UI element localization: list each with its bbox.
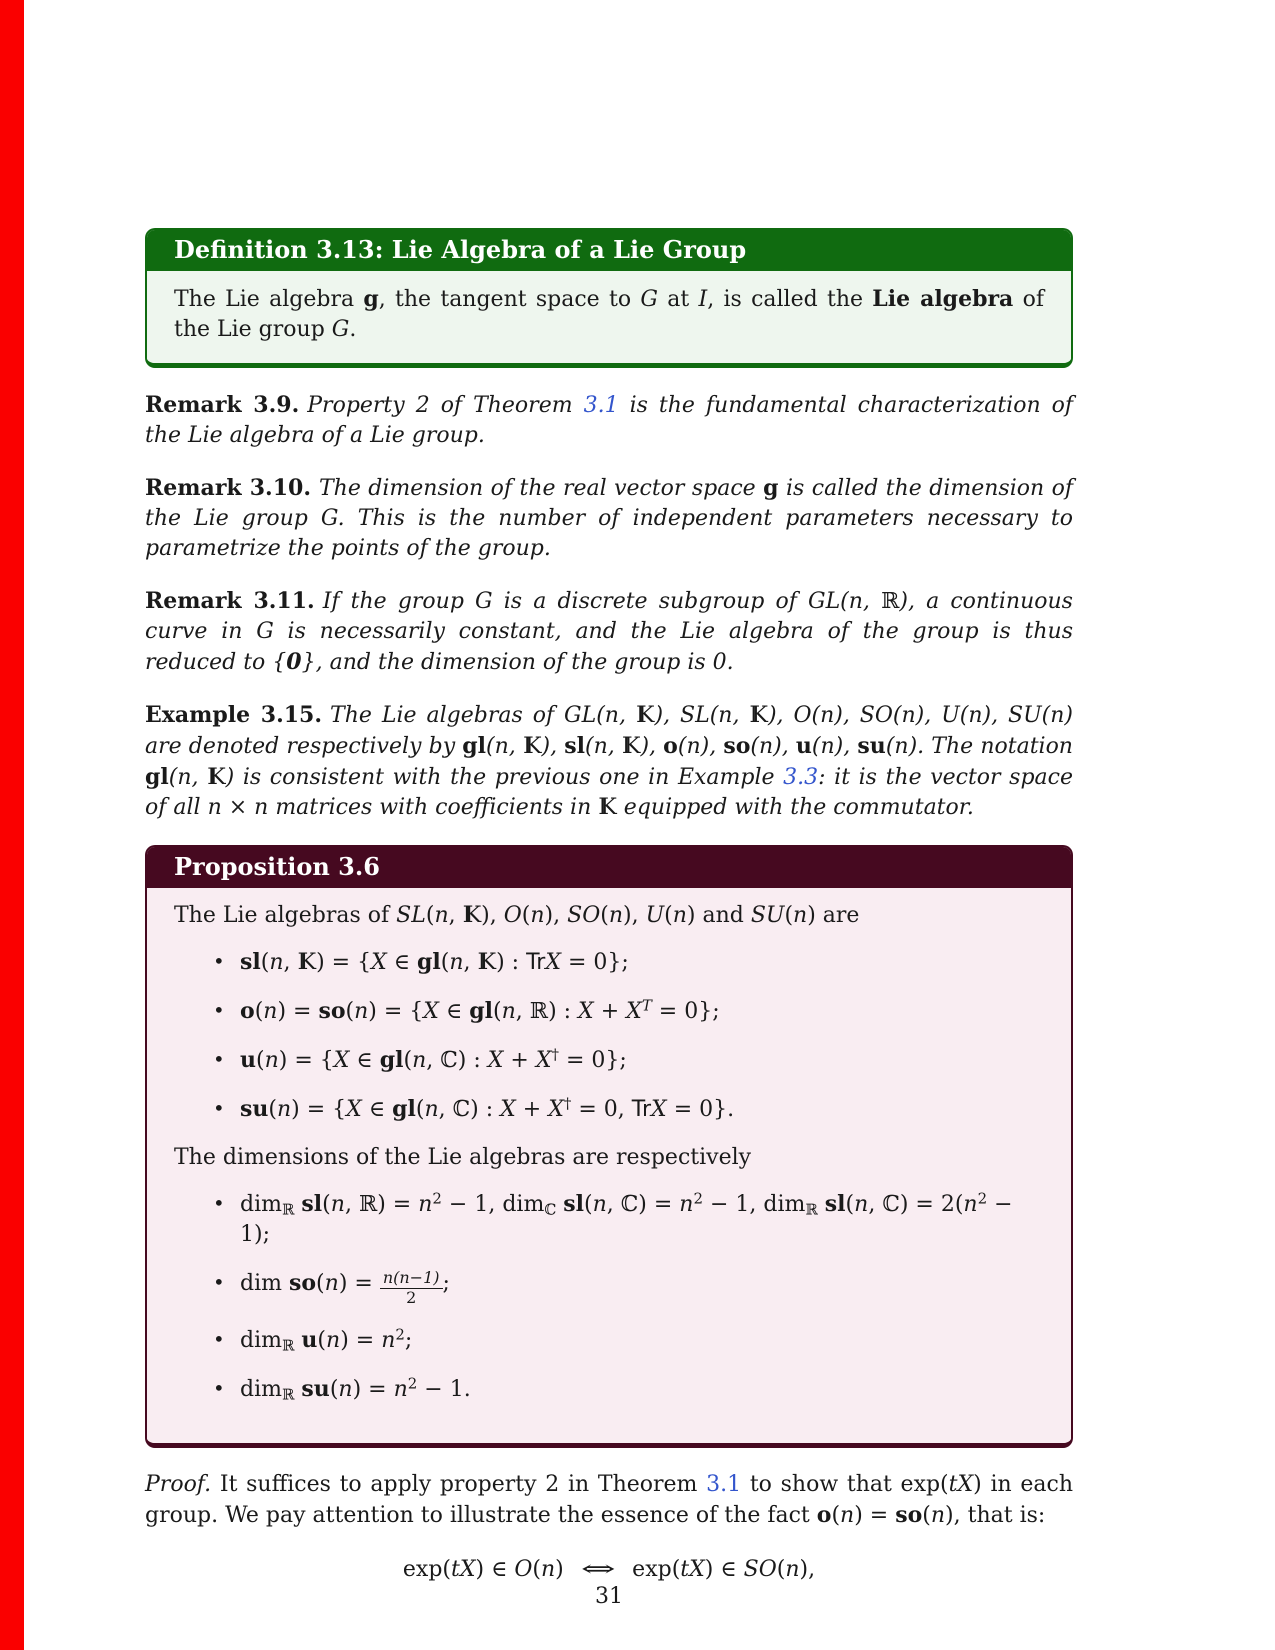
ref-link[interactable]: 3.1: [706, 1471, 742, 1497]
remark-3-11-text: If the group G is a discrete subgroup of GL(n, ℝ), a continuous curve in G is necessarily constant, and the Lie algebra of the group is thus reduced to {0}, and the dimension of the group is 0.: [145, 589, 1073, 675]
list-item: • dim$_ℝ$ sl(n, ℝ) = $n^2 - 1$, dim$_ℂ$ sl(n, ℂ) = $n^2 - 1$, dim$_ℝ$ sl(n, ℂ) = $2(n^2 - 1)$;: [240, 1189, 1044, 1250]
example-3-15-label: Example 3.15.: [145, 702, 323, 728]
list-item: • u(n) = {X ∈ gl(n, ℂ) : X + X† = 0};: [240, 1045, 1044, 1076]
remark-3-9: [145, 390, 1073, 451]
left-red-bar: [0, 0, 24, 1650]
ref-link[interactable]: 3.1: [583, 393, 619, 418]
page-content: [145, 0, 1073, 1585]
definition-box-body: The Lie algebra g, the tangent space to G at I, is called the Lie algebra of the Lie group G.: [147, 271, 1071, 363]
display-equation: exp(tX) ∈ O(n) ⇔ exp(tX) ∈ SO(n),: [402, 1556, 816, 1582]
dimensions-intro: The dimensions of the Lie algebras are respectively: [174, 1145, 752, 1170]
remark-3-9-label: Remark 3.9.: [145, 392, 300, 418]
remark-3-11-label: Remark 3.11.: [145, 588, 315, 614]
ref-link[interactable]: 3.3: [783, 765, 819, 790]
list-item: • dim$_ℝ$ $u(n) = n^2$;: [240, 1325, 1044, 1356]
remark-3-10: [145, 473, 1073, 564]
definition-box: [145, 228, 1073, 368]
proposition-box-title: Proposition 3.6: [147, 847, 1071, 888]
remark-3-10-label: Remark 3.10.: [145, 475, 311, 501]
example-3-15-text: The Lie algebras of GL(n, I K), SL(n, I K), O(n), SO(n), U(n), SU(n) are denoted respectively by gl(n, I K), sl(n, I K), o(n), so(n), u(n), su(n). The notation gl(n, I K) is consistent with the previous one in Example 3.3: it is the vector space of all n × n matrices with coefficients in I K equipped with the commutator.: [145, 703, 1073, 820]
algebra-list: [174, 947, 1044, 1125]
proposition-box-body: [147, 888, 1071, 1443]
fraction: $\frac{n(n-1)}{2}$: [380, 1269, 443, 1307]
proposition-box: [145, 845, 1073, 1448]
list-item: • o(n) = so(n) = {X ∈ gl(n, ℝ) : $X + X^T = 0$};: [240, 996, 1044, 1027]
page-number: 31: [595, 1584, 623, 1609]
proposition-intro: The Lie algebras of SL(n, I K), O(n), SO(n), U(n) and SU(n) are: [174, 901, 1044, 931]
list-item: • dim$_ℝ$ $su(n) = n^2 - 1$.: [240, 1374, 1044, 1405]
list-item: • sl(n, I K) = {X ∈ gl(n, I K) : TrX = 0};: [240, 947, 1044, 978]
remark-3-9-text: Property 2 of Theorem 3.1 is the fundamental characterization of the Lie algebra of a Lie group.: [145, 393, 1073, 448]
list-item: • su(n) = {X ∈ gl(n, ℂ) : X + X† = 0, TrX = 0}.: [240, 1094, 1044, 1125]
list-item: • dim so(n) = $\frac{n(n-1)}{2}$ ;: [240, 1268, 1044, 1307]
example-3-15: [145, 700, 1073, 823]
remark-3-10-text: The dimension of the real vector space g is called the dimension of the Lie group G. This is the number of independent parameters necessary to parametrize the points of the group.: [145, 475, 1074, 561]
remark-3-11: [145, 586, 1073, 678]
proof-paragraph: Proof. It suffices to apply property 2 in Theorem 3.1 to show that exp(tX) in each group. We pay attention to illustrate the essence of the fact o(n) = so(n), that is:: [145, 1471, 1074, 1528]
definition-box-title: Definition 3.13: Lie Algebra of a Lie Group: [147, 230, 1071, 271]
dimension-list: [174, 1189, 1044, 1405]
